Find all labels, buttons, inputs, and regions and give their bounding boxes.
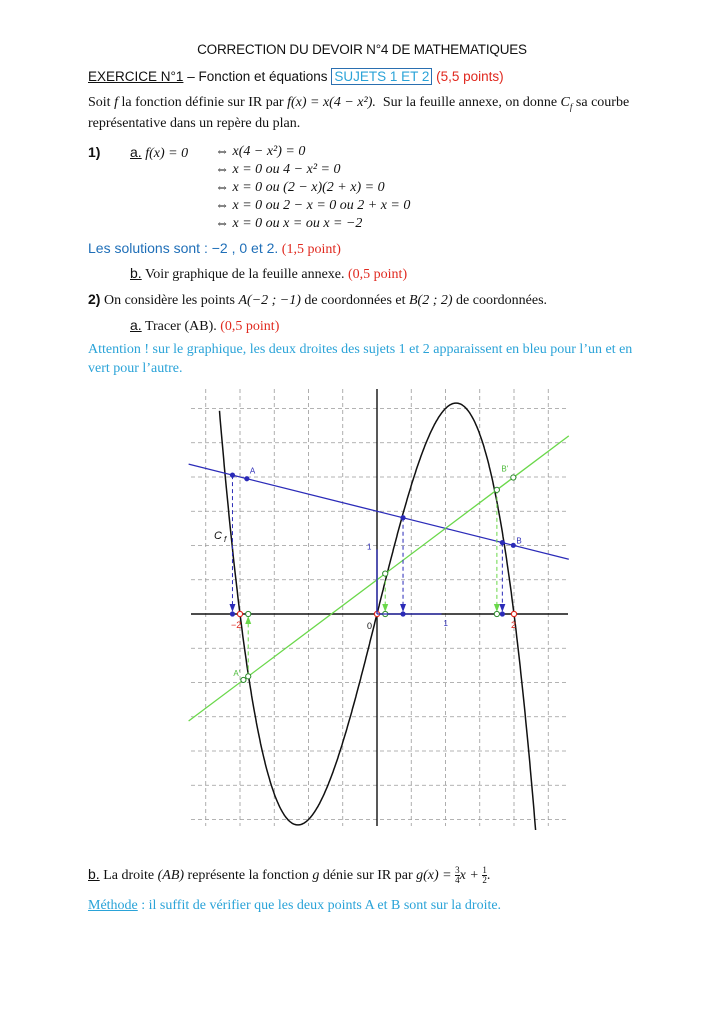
q2-text-c: de coordonnées. [456, 293, 548, 308]
q1-part-a-label: a. [130, 144, 142, 160]
intro-text-d: sa courbe [575, 95, 630, 110]
q1-part-b [130, 265, 407, 283]
label-a-blue: A [249, 466, 256, 476]
q2-statement [88, 291, 547, 309]
fraction-one-half: $\frac{1}{2}$ [482, 865, 487, 886]
point-b-green [511, 475, 516, 480]
intro-cf: $C_f$ [560, 95, 573, 112]
point-b-blue [511, 543, 516, 548]
method-text: : il suffit de vérifier que les deux points A et B sont sur la droite. [141, 898, 502, 913]
intro-text-b: la fonction définie sur IR par [121, 95, 284, 110]
blue-intersection-point [500, 540, 505, 545]
intro-line-2: représentative dans un repère du plan. [88, 116, 301, 131]
q2-part-a-text: Tracer (AB). [144, 319, 217, 334]
page-title: CORRECTION DU DEVOIR N°4 DE MATHEMATIQUES [197, 42, 527, 57]
q1-step-3: ⇔ x = 0 ou (2 − x)(2 + x) = 0 [215, 180, 385, 195]
method-label: Méthode [88, 898, 138, 913]
q1-part-a [130, 144, 188, 162]
green-intersection-point [383, 571, 388, 576]
green-arrow-icon [382, 604, 388, 612]
green-arrow-icon [494, 604, 500, 612]
point-a-green [241, 677, 246, 682]
q2-part-b-end: . [486, 868, 491, 883]
label-x-minus-two: −2 [231, 620, 242, 630]
method-line [88, 898, 501, 914]
q1-step-2: ⇔ x = 0 ou 4 − x² = 0 [215, 162, 341, 177]
q1-solutions [88, 240, 341, 258]
q1-part-b-points: (0,5 point) [348, 267, 408, 282]
intro-text-c: Sur la feuille annexe, on donne [382, 95, 558, 110]
q2-note-line-2: vert pour l’autre. [88, 361, 183, 376]
q2-point-a: A(−2 ; −1) [238, 293, 301, 308]
green-arrow-icon [245, 616, 251, 624]
exercise-header [88, 69, 504, 84]
green-projection-point [246, 611, 251, 616]
q2-part-a-points: (0,5 point) [220, 319, 280, 334]
q1-step-4: ⇔ x = 0 ou 2 − x = 0 ou 2 + x = 0 [215, 198, 411, 213]
q2-part-a [130, 317, 279, 335]
point-a-blue [244, 476, 249, 481]
q2-text-b: de coordonnées et [304, 293, 406, 308]
intro-line-1 [88, 95, 629, 112]
q2-part-a-label: a. [130, 317, 142, 333]
function-graph [186, 384, 572, 830]
label-b-blue: B [516, 536, 522, 546]
q2-point-b: B(2 ; 2) [409, 293, 453, 308]
intro-f: f [114, 95, 118, 110]
q2-part-b-ab: (AB) [157, 868, 185, 883]
blue-arrow-icon [400, 604, 406, 612]
green-intersection-point [246, 674, 251, 679]
q2-part-b-x-plus: x + [459, 868, 479, 883]
q2-part-b-label: b. [88, 866, 100, 882]
exercise-points: (5,5 points) [436, 69, 504, 84]
fraction-three-quarters: $\frac{3}{4}$ [455, 865, 460, 886]
label-x-two: 2 [511, 620, 517, 630]
label-x-one: 1 [443, 619, 448, 628]
root-point [511, 611, 516, 616]
subjects-badge: SUJETS 1 ET 2 [331, 68, 432, 85]
intro-definition: f(x) = x(4 − x²). [287, 95, 376, 110]
exercise-topic: Fonction et équations [198, 69, 328, 84]
green-projection-point [494, 611, 499, 616]
q2-note-line-1: Attention ! sur le graphique, les deux droites des sujets 1 et 2 apparaissent en bleu pour l’un et en [88, 342, 633, 357]
q2-text-a: On considère les points [103, 293, 235, 308]
blue-intersection-point [400, 515, 405, 520]
q1-lhs: f(x) = 0 [145, 146, 189, 161]
q2-part-b-text-a: La droite [103, 868, 155, 883]
q2-part-b-text-c: dénie sur IR par [322, 868, 413, 883]
q1-step-5: ⇔ x = 0 ou x = ou x = −2 [215, 216, 363, 231]
blue-intersection-point [230, 473, 235, 478]
q2-part-b-text-b: représente la fonction [187, 868, 309, 883]
root-point [237, 611, 242, 616]
blue-arrow-icon [499, 604, 505, 612]
q2-number: 2) [88, 291, 101, 307]
label-a-green: A' [233, 668, 241, 678]
q1-part-b-label: b. [130, 265, 142, 281]
label-origin: 0 [367, 621, 373, 631]
label-b-green: B' [501, 464, 509, 474]
intro-text-a: Soit [88, 95, 111, 110]
q2-part-b [88, 866, 490, 885]
label-curve-cf: C [214, 530, 222, 542]
exercise-separator: – [183, 69, 199, 84]
q1-part-b-text: Voir graphique de la feuille annexe. [144, 267, 345, 282]
blue-arrow-icon [229, 604, 235, 612]
green-intersection-point [494, 487, 499, 492]
q1-solutions-text: Les solutions sont : −2 , 0 et 2. [88, 240, 279, 256]
q2-part-b-g: g [312, 868, 320, 883]
q1-step-1: ⇔ x(4 − x²) = 0 [215, 144, 306, 159]
label-y-one: 1 [367, 542, 372, 552]
blue-projection-point [500, 611, 505, 616]
q2-part-b-gx: g(x) = [416, 868, 452, 883]
q1-number: 1) [88, 144, 101, 160]
label-curve-cf-sub: f [224, 535, 227, 544]
blue-projection-point [230, 611, 235, 616]
q1-solutions-points: (1,5 point) [281, 242, 341, 257]
exercise-label: EXERCICE N°1 [88, 69, 184, 84]
